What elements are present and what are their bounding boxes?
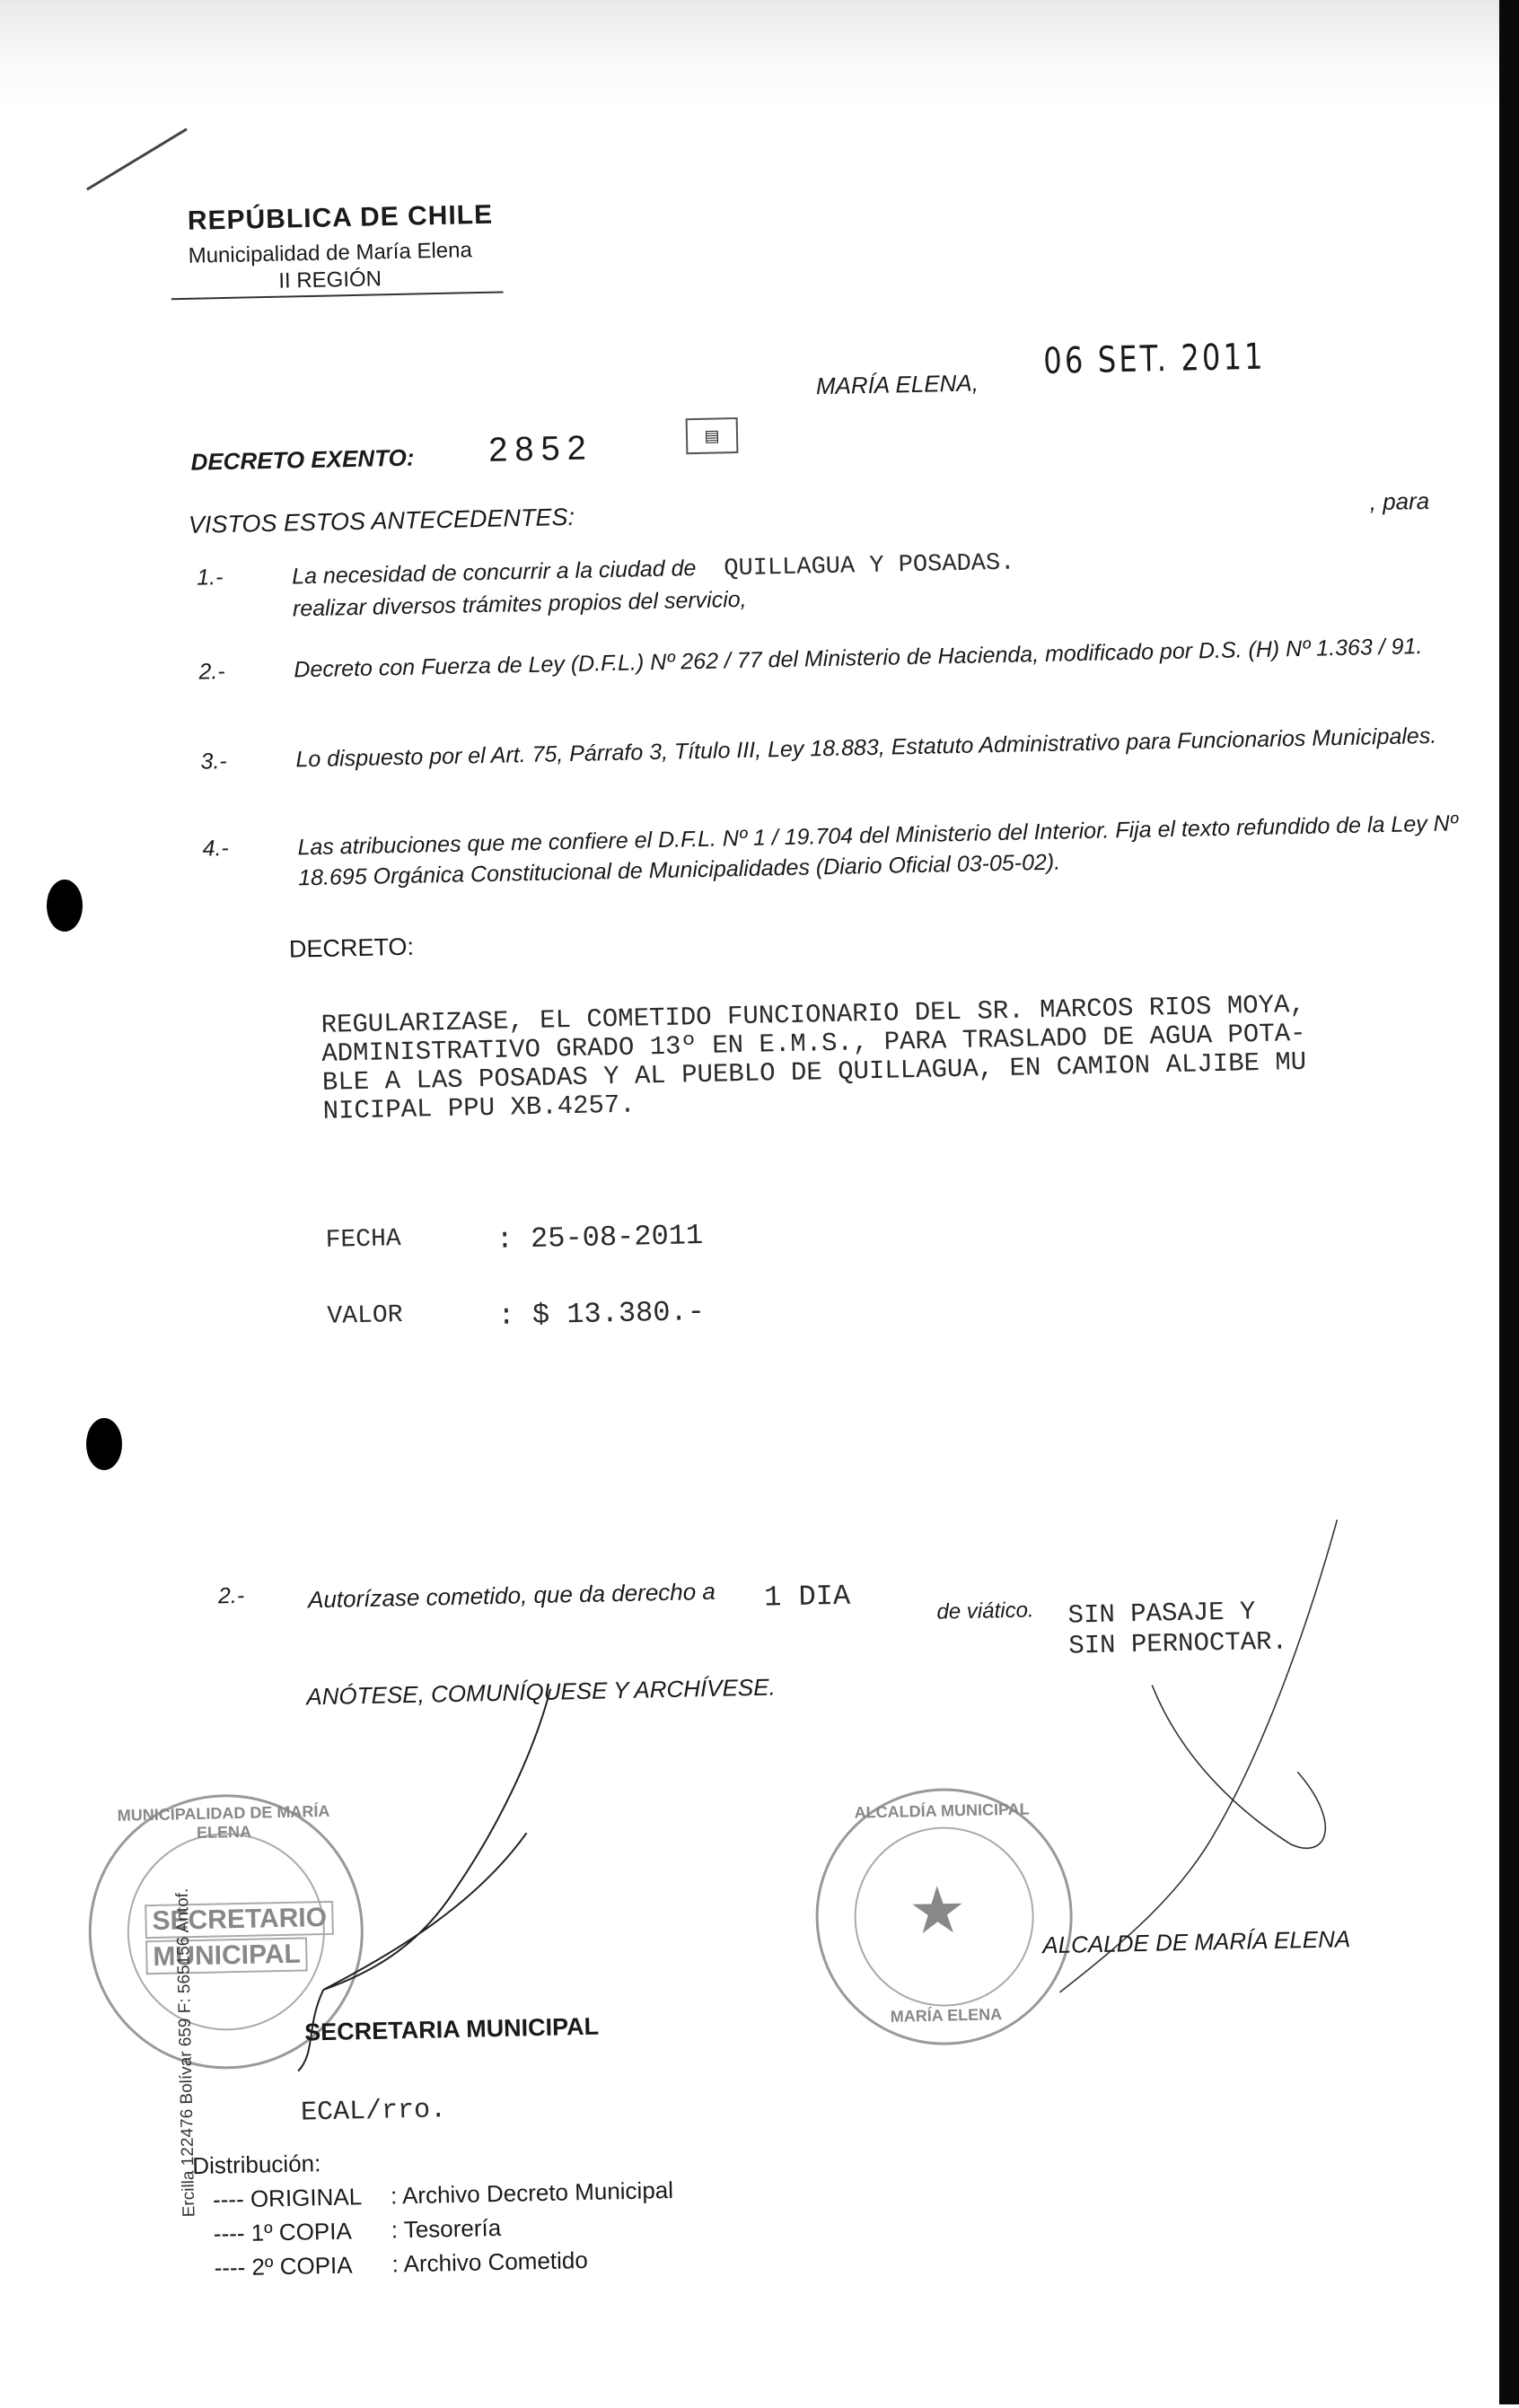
item-number: 3.-	[200, 749, 227, 775]
item-text-part: realizar diversos trámites propios del servicio,	[292, 586, 747, 622]
place-label: MARÍA ELENA,	[815, 369, 979, 400]
point2-days: 1 DIA	[763, 1579, 851, 1615]
country-heading: REPÚBLICA DE CHILE	[187, 199, 494, 236]
decree-number: 2852	[487, 429, 594, 469]
secretary-title: SECRETARIA MUNICIPAL	[303, 2012, 600, 2046]
item-number: 4.-	[202, 835, 230, 862]
decreto-heading: DECRETO:	[288, 933, 415, 963]
municipality-name: Municipalidad de María Elena	[188, 238, 473, 268]
mayor-title: ALCALDE DE MARÍA ELENA	[1042, 1925, 1351, 1959]
initials: ECAL/rro.	[300, 2095, 447, 2129]
distribution-copy: ---- 1º COPIA	[213, 2217, 353, 2247]
vistos-heading: VISTOS ESTOS ANTECEDENTES:	[188, 503, 575, 539]
fecha-value: : 25-08-2011	[496, 1219, 704, 1257]
distribution-dest: : Archivo Cometido	[391, 2246, 589, 2278]
coat-of-arms-icon: ★	[910, 1878, 964, 1944]
destination-typed: QUILLAGUA Y POSADAS.	[724, 549, 1015, 583]
distribution-copy: ---- 2º COPIA	[214, 2251, 353, 2281]
distribution-dest: : Tesorería	[391, 2213, 502, 2244]
seal-outer-bottom-text: MARÍA ELENA	[890, 2005, 1003, 2026]
date-stamp: 06 SET. 2011	[1042, 336, 1267, 382]
point2-note-line2: SIN PERNOCTAR.	[1067, 1626, 1288, 1661]
distribution-label: Distribución:	[191, 2150, 321, 2180]
point2-text: Autorízase cometido, que da derecho a	[307, 1577, 716, 1614]
point2-viatico: de viático.	[936, 1598, 1034, 1624]
point2-note-line1: SIN PASAJE Y	[1067, 1597, 1256, 1631]
seal-inner-text-2: MUNICIPAL	[145, 1937, 308, 1975]
item-text: Las atribuciones que me confiere el D.F.L. Nº 1 / 19.704 del Ministerio del Interior. Fija el texto refundido de la Ley Nº 18.695 Orgánica Constitucional de Municipalidades (Diario Oficial 03-05-02).	[297, 810, 1459, 891]
para-text: , para	[1369, 486, 1430, 516]
seal-outer-top-text: ALCALDÍA MUNICIPAL	[854, 1799, 1030, 1822]
item-number: 1.-	[196, 565, 224, 591]
distribution-dest: : Archivo Decreto Municipal	[390, 2176, 674, 2210]
seal-outer-text: MUNICIPALIDAD DE MARÍA ELENA	[117, 1801, 330, 1842]
item-text-part: La necesidad de concurrir a la ciudad de	[291, 556, 697, 590]
small-stamp-icon: ▤	[686, 417, 739, 454]
decreto-body: REGULARIZASE, EL COMETIDO FUNCIONARIO DEL SR. MARCOS RIOS MOYA, ADMINISTRATIVO GRADO 13º EN E.M.S., PARA TRASLADO DE AGUA POTA- BLE A LAS POSADAS Y AL PUEBLO DE QUILLAGUA, EN CAMION ALJIBE MU NICIPAL PPU XB.4257.	[320, 989, 1307, 1126]
item-text	[292, 537, 1469, 624]
decree-label: DECRETO EXENTO:	[190, 443, 415, 476]
seal-inner-text-1: SECRETARIO	[145, 1901, 334, 1939]
closing-formula: ANÓTESE, COMUNÍQUESE Y ARCHÍVESE.	[306, 1673, 777, 1711]
printer-mark: Ercilla 122476 Bolívar 659 F: 565156 Antof.	[172, 1887, 199, 2218]
point2-number: 2.-	[217, 1582, 245, 1609]
valor-label: VALOR	[327, 1301, 403, 1331]
pen-mark	[86, 128, 188, 191]
item-number: 2.-	[198, 659, 225, 685]
item-text: Decreto con Fuerza de Ley (D.F.L.) Nº 262 / 77 del Ministerio de Hacienda, modificado por D.S. (H) Nº 1.363 / 91.	[294, 634, 1423, 683]
distribution-copy: ---- ORIGINAL	[212, 2183, 363, 2213]
item-text: Lo dispuesto por el Art. 75, Párrafo 3, Título III, Ley 18.883, Estatuto Administrativo para Funcionarios Municipales.	[295, 722, 1437, 773]
fecha-label: FECHA	[325, 1225, 402, 1255]
valor-value: : $ 13.380.-	[497, 1295, 706, 1333]
region-name: II REGIÓN	[278, 267, 382, 293]
